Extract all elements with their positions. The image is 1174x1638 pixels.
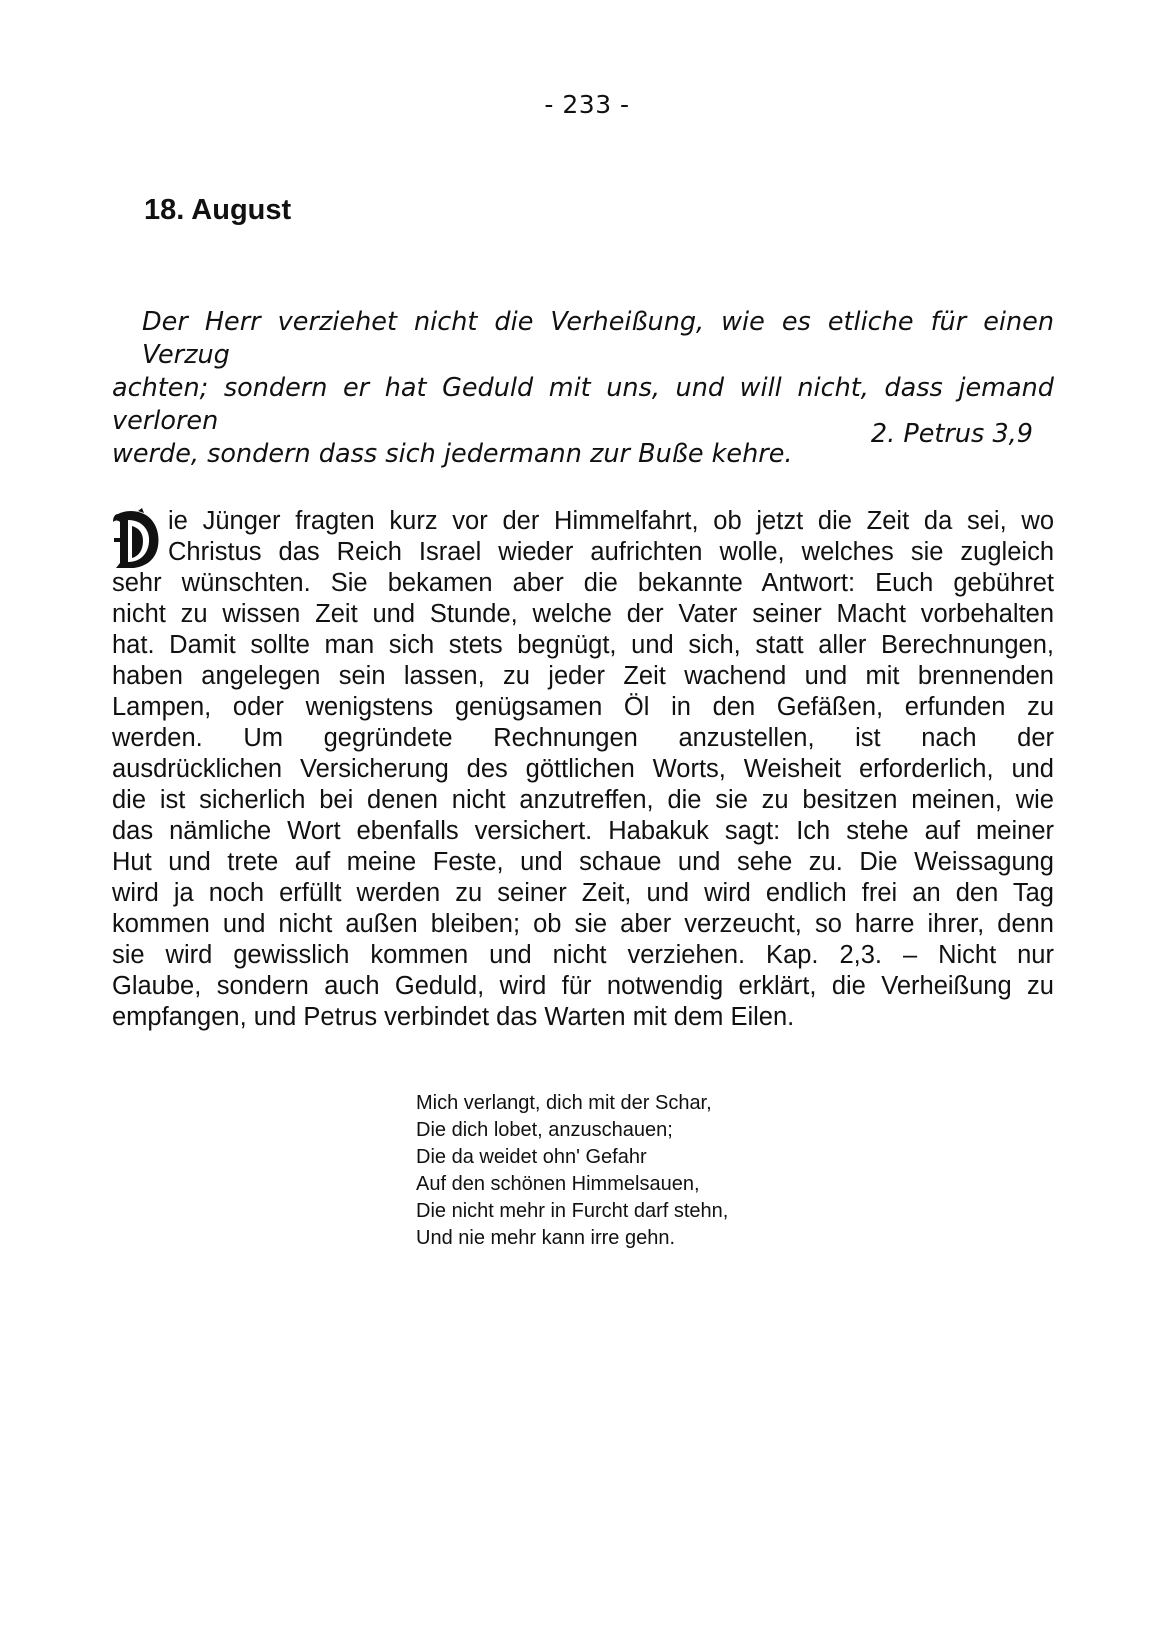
verse-line: Der Herr verziehet nicht die Verheißung, wie es etliche für einen Verzug xyxy=(142,307,1054,370)
text-line: kommen und nicht außen bleiben; ob sie aber verzeucht, so harre ihrer, denn xyxy=(112,910,1054,938)
text-line: Lampen, oder wenigstens genügsamen Öl in den Gefäßen, erfunden zu xyxy=(112,693,1054,721)
text-line: die ist sicherlich bei denen nicht anzutreffen, die sie zu besitzen meinen, wie xyxy=(112,786,1054,814)
text-line: sehr wünschten. Sie bekamen aber die bekannte Antwort: Euch gebühret xyxy=(112,569,1054,597)
text-line: ie Jünger fragten kurz vor der Himmelfahrt, ob jetzt die Zeit da sei, wo xyxy=(168,507,1054,535)
text-line: haben angelegen sein lassen, zu jeder Zeit wachend und mit brennenden xyxy=(112,662,1054,690)
text-line: hat. Damit sollte man sich stets begnügt, und sich, statt aller Berechnungen, xyxy=(112,631,1054,659)
text-line: das nämliche Wort ebenfalls versichert. Habakuk sagt: Ich stehe auf meiner xyxy=(112,817,1054,845)
verse-line: werde, sondern dass sich jedermann zur Buße kehre. xyxy=(112,439,793,469)
page-number: - 233 - xyxy=(544,90,630,119)
text-line: nicht zu wissen Zeit und Stunde, welche der Vater seiner Macht vorbehalten xyxy=(112,600,1054,628)
drop-cap-d-icon xyxy=(112,508,162,570)
date-heading: 18. August xyxy=(144,194,292,226)
poem-line: Auf den schönen Himmelsauen, xyxy=(416,1173,700,1195)
text-line: Christus das Reich Israel wieder aufrichten wolle, welches sie zugleich xyxy=(168,538,1054,566)
poem-line: Die da weidet ohn' Gefahr xyxy=(416,1146,647,1168)
devotional-text xyxy=(112,506,1054,1033)
text-line: Glaube, sondern auch Geduld, wird für notwendig erklärt, die Verheißung zu xyxy=(112,972,1054,1000)
verse-reference: 2. Petrus 3,9 xyxy=(870,419,1033,449)
poem-line: Die dich lobet, anzuschauen; xyxy=(416,1119,673,1141)
hymn-verse xyxy=(416,1090,728,1252)
verse-line: achten; sondern er hat Geduld mit uns, und will nicht, dass jemand verloren xyxy=(112,373,1054,436)
text-line: empfangen, und Petrus verbindet das Warten mit dem Eilen. xyxy=(112,1003,795,1031)
text-line: werden. Um gegründete Rechnungen anzustellen, ist nach der xyxy=(112,724,1054,752)
poem-line: Die nicht mehr in Furcht darf stehn, xyxy=(416,1200,729,1222)
poem-line: Und nie mehr kann irre gehn. xyxy=(416,1227,676,1249)
poem-line: Mich verlangt, dich mit der Schar, xyxy=(416,1092,712,1114)
text-line: Hut und trete auf meine Feste, und schaue und sehe zu. Die Weissagung xyxy=(112,848,1054,876)
text-line: wird ja noch erfüllt werden zu seiner Zeit, und wird endlich frei an den Tag xyxy=(112,879,1054,907)
text-line: sie wird gewisslich kommen und nicht verziehen. Kap. 2,3. – Nicht nur xyxy=(112,941,1054,969)
text-line: ausdrücklichen Versicherung des göttlichen Worts, Weisheit erforderlich, und xyxy=(112,755,1054,783)
